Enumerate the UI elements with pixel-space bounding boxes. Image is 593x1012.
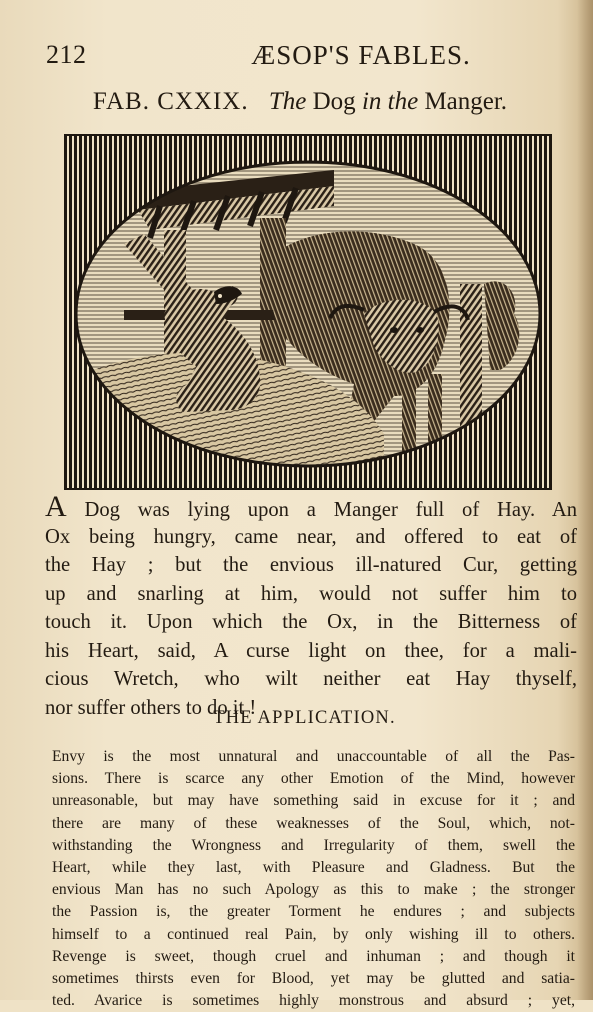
application-line: envious Man has no such Apology as this to make ; the stronger	[52, 881, 575, 899]
application-line: there are many of these weaknesses of the Soul, which, not-	[52, 814, 575, 832]
application-text	[52, 746, 575, 1012]
drop-cap: A	[45, 490, 67, 523]
page-gutter-shadow	[577, 0, 593, 1000]
application-line: the Passion is, the greater Torment he endures ; and subjects	[52, 903, 575, 921]
woodcut-illustration	[64, 134, 552, 490]
application-line: unreasonable, but may have something said in excuse for it ; and	[52, 792, 575, 810]
application-line: himself to a continued real Pain, by only wishing ill to others.	[52, 925, 575, 943]
fable-heading	[40, 88, 560, 116]
fable-title-in-the: in the	[361, 88, 419, 115]
application-line: sions. There is scarce any other Emotion of the Mind, however	[52, 770, 575, 788]
fable-line-text: Dog was lying upon a Manger full of Hay. An	[66, 499, 577, 521]
application-line: sometimes thirsts even for Blood, yet may be glutted and satia-	[52, 969, 575, 987]
page-number: 212	[46, 40, 87, 69]
fable-line: Ox being hungry, came near, and offered to eat of	[45, 525, 577, 548]
application-line: Revenge is sweet, though cruel and inhuman ; and though it	[52, 947, 575, 965]
fable-title-the: The	[268, 88, 307, 115]
running-head	[46, 40, 546, 74]
application-line: ted. Avarice is sometimes highly monstrous and absurd ; yet,	[52, 992, 575, 1010]
fable-title-manger: Manger.	[424, 88, 508, 115]
fable-line: up and snarling at him, would not suffer him to	[45, 582, 577, 605]
fable-line: his Heart, said, A curse light on thee, for a mali-	[45, 639, 577, 662]
fable-text	[45, 490, 577, 722]
fable-line: nor suffer others to do it !	[45, 696, 257, 719]
fable-line	[45, 490, 577, 523]
application-line: Heart, while they last, with Pleasure and Gladness. But the	[52, 858, 575, 876]
fable-line: cious Wretch, who wilt neither eat Hay thyself,	[45, 668, 577, 690]
fable-line: touch it. Upon which the Ox, in the Bitterness of	[45, 611, 577, 633]
fable-title-dog: Dog	[312, 88, 356, 115]
application-line: withstanding the Wrongness and Irregularity of them, swell the	[52, 836, 575, 854]
running-title: ÆSOP'S FABLES.	[251, 40, 471, 70]
application-heading: THE APPLICATION.	[213, 708, 396, 728]
application-line: Envy is the most unnatural and unaccountable of all the Pas-	[52, 748, 575, 765]
fable-number: FAB. CXXIX.	[92, 88, 249, 115]
fable-line: the Hay ; but the envious ill-natured Cur, getting	[45, 554, 577, 576]
